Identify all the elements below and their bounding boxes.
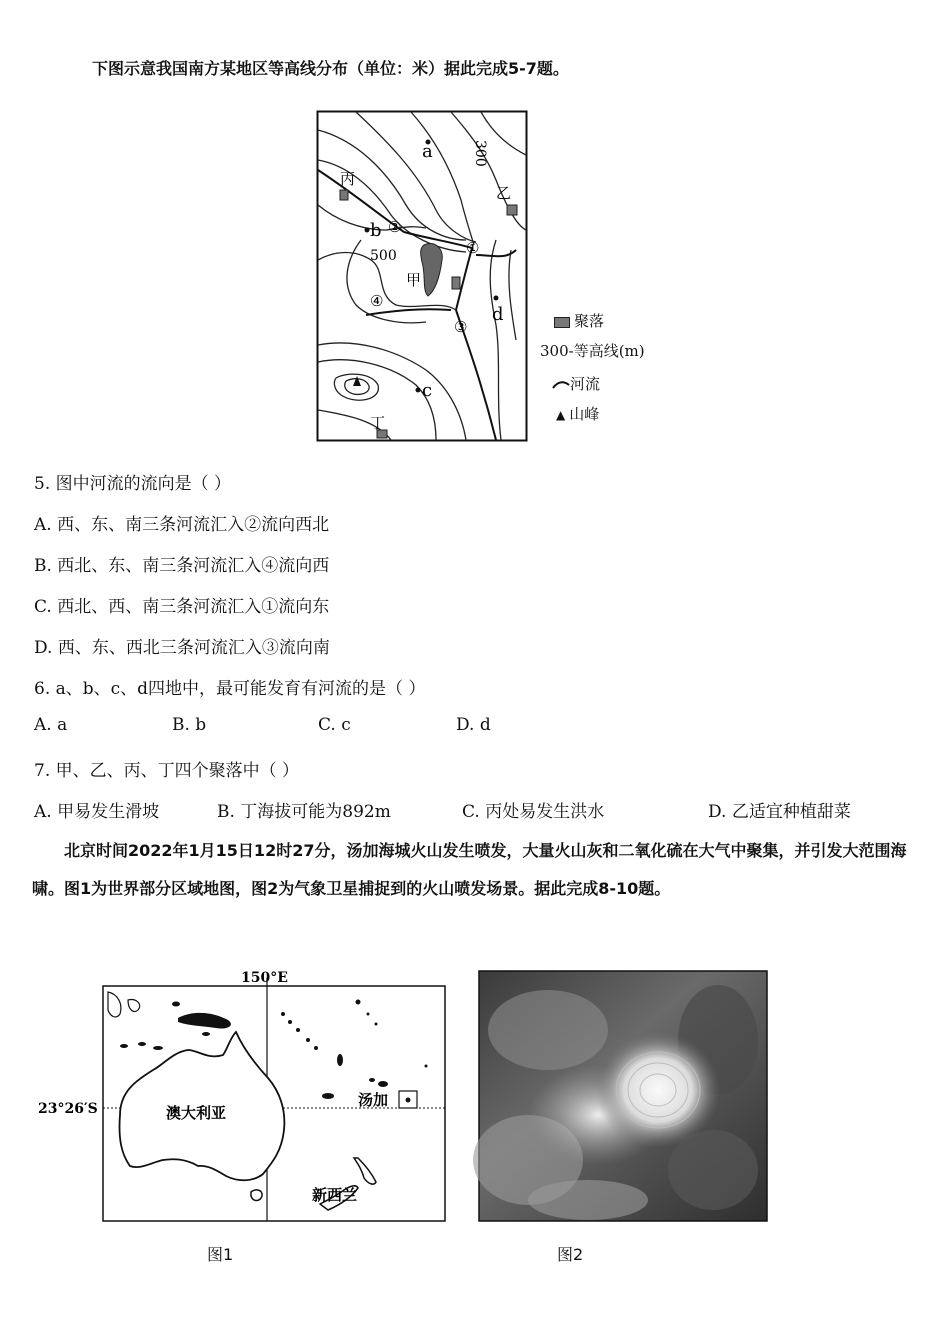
- new-zealand-label: 新西兰: [312, 1186, 358, 1204]
- q5-option-d: D. 西、东、西北三条河流汇入③流向南: [34, 638, 330, 658]
- q5-option-c: C. 西北、西、南三条河流汇入①流向东: [34, 597, 330, 617]
- q7-option-b: B. 丁海拔可能为892m: [217, 802, 391, 822]
- legend-peak: ▲ 山峰: [556, 405, 600, 423]
- figure-1-map: [38, 970, 450, 1224]
- q6-stem: 6. a、b、c、d四地中，最可能发育有河流的是（ ）: [34, 679, 426, 699]
- q5-option-b: B. 西北、东、南三条河流汇入④流向西: [34, 556, 330, 576]
- q6-option-b: B. b: [172, 715, 207, 735]
- intro-8-10: 北京时间2022年1月15日12时27分，汤加海城火山发生喷发，大量火山灰和二氧化硫在大气中聚集，并引发大范围海啸。图1为世界部分区域地图，图2为气象卫星捕捉到的火山喷发场景。据此完成8-10题。: [32, 841, 907, 898]
- tonga-label: 汤加: [358, 1091, 389, 1109]
- q6-option-c: C. c: [318, 715, 351, 735]
- peak-icon: ▲: [556, 408, 566, 422]
- contour-500: 500: [370, 248, 397, 264]
- settlement-icon: [554, 317, 570, 328]
- intro-5-7: 下图示意我国南方某地区等高线分布（单位：米）据此完成5-7题。: [92, 59, 569, 78]
- legend-contour: 300-等高线(m): [540, 342, 645, 360]
- point-d: d: [492, 304, 504, 325]
- q7-stem: 7. 甲、乙、丙、丁四个聚落中（ ）: [34, 761, 300, 781]
- legend-settlement: 聚落: [554, 310, 604, 331]
- settlement-jia: 甲: [406, 271, 422, 289]
- settlement-ding: 丁: [370, 414, 386, 432]
- q5-option-a: A. 西、东、南三条河流汇入②流向西北: [34, 515, 330, 535]
- settlement-bing: 丙: [340, 170, 356, 188]
- node-2: ②: [388, 218, 402, 236]
- q5-stem: 5. 图中河流的流向是（ ）: [34, 474, 232, 494]
- q6-option-a: A. a: [34, 715, 68, 735]
- q6-option-d: D. d: [456, 715, 491, 735]
- figure-1-caption: 图1: [207, 1245, 234, 1264]
- australia-label: 澳大利亚: [166, 1104, 227, 1122]
- q7-option-c: C. 丙处易发生洪水: [462, 802, 605, 822]
- latitude-label: 23°26′S: [38, 1101, 98, 1117]
- longitude-label: 150°E: [241, 970, 288, 986]
- node-3: ③: [454, 318, 468, 336]
- figure-2-satellite: [478, 970, 768, 1222]
- river-icon: [552, 379, 570, 391]
- node-1: ①: [466, 239, 480, 257]
- q7-option-a: A. 甲易发生滑坡: [34, 802, 160, 822]
- point-c: c: [422, 380, 433, 401]
- figure-2-caption: 图2: [557, 1245, 584, 1264]
- point-a: a: [422, 141, 433, 162]
- point-b: b: [370, 220, 382, 241]
- node-4: ④: [370, 292, 384, 310]
- legend-river: 河流: [552, 373, 600, 394]
- contour-300: 300: [472, 140, 488, 167]
- settlement-yi: 乙: [496, 184, 512, 202]
- q7-option-d: D. 乙适宜种植甜菜: [708, 802, 851, 822]
- contour-map: [316, 110, 528, 442]
